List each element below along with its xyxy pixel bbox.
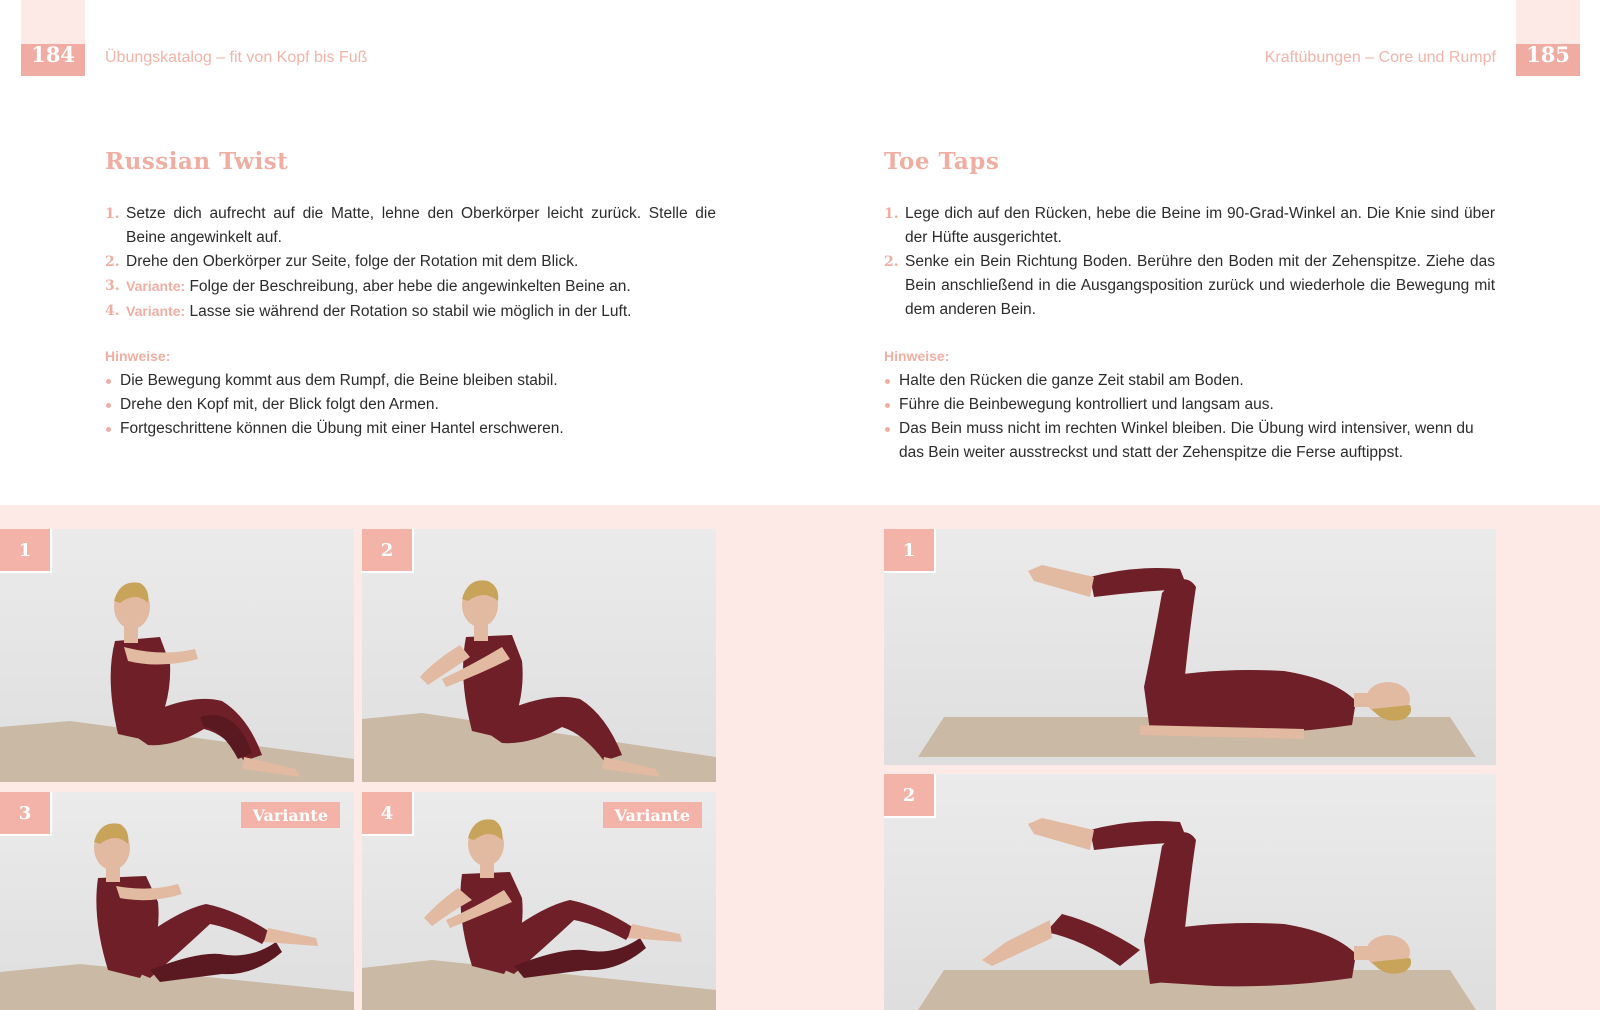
toe-taps-notes-label: Hinweise: [884,348,950,364]
russian-twist-photo-2 [362,529,716,782]
left-running-title: Übungskatalog – fit von Kopf bis Fuß [105,49,368,66]
step-item: 3. Variante: Folge der Beschreibung, aber hebe die angewinkelten Beine an. [105,278,631,295]
toe-taps-title: Toe Taps [884,148,1000,175]
step-badge: 1 [0,529,52,573]
right-running-title: Kraftübungen – Core und Rumpf [1264,49,1496,66]
note-item: Halte den Rücken die ganze Zeit stabil am Boden. [884,369,1495,393]
note-item: Drehe den Kopf mit, der Blick folgt den Armen. [105,393,716,417]
variant-label: Variante: [126,303,186,319]
toe-taps-steps [884,202,1495,322]
toe-taps-notes [884,369,1495,465]
step-badge: 2 [884,774,936,818]
variant-label: Variante: [126,278,186,294]
toe-taps-photo-1 [884,529,1496,765]
russian-twist-notes-label: Hinweise: [105,348,171,364]
russian-twist-notes [105,369,716,441]
note-item: Fortgeschrittene können die Übung mit einer Hantel erschweren. [105,417,716,441]
step-item: 2. Drehe den Oberkörper zur Seite, folge der Rotation mit dem Blick. [105,253,579,270]
toe-taps-photo-2 [884,774,1496,1010]
right-page-number: 185 [1526,42,1570,67]
variant-tag: Variante [241,802,340,828]
russian-twist-photo-4 [362,792,716,1010]
right-page-number-tab [1516,0,1580,76]
step-item: 4. Variante: Lasse sie während der Rotation so stabil wie möglich in der Luft. [105,303,632,320]
step-badge: 4 [362,792,414,836]
note-item: Führe die Beinbewegung kontrolliert und langsam aus. [884,393,1495,417]
step-badge: 1 [884,529,936,573]
russian-twist-steps [105,202,716,324]
variant-tag: Variante [603,802,702,828]
step-item: 2. Senke ein Bein Richtung Boden. Berühre den Boden mit der Zehenspitze. Ziehe das Bein anschließend in die Ausgangsposition zurück und wiederhole die Bewegung mit dem anderen Bein. [884,253,1495,318]
russian-twist-photo-3 [0,792,354,1010]
left-page-number: 184 [31,42,75,67]
left-page-number-tab [21,0,85,76]
note-item: Die Bewegung kommt aus dem Rumpf, die Beine bleiben stabil. [105,369,716,393]
step-item: 1. Setze dich aufrecht auf die Matte, lehne den Oberkörper leicht zurück. Stelle die Beine angewinkelt auf. [105,205,716,246]
russian-twist-photo-1 [0,529,354,782]
step-badge: 3 [0,792,52,836]
step-item: 1. Lege dich auf den Rücken, hebe die Beine im 90-Grad-Winkel an. Die Knie sind über der Hüfte ausgerichtet. [884,205,1495,246]
note-item: Das Bein muss nicht im rechten Winkel bleiben. Die Übung wird intensiver, wenn du das Bein weiter ausstreckst und statt der Zehenspitze die Ferse auftippst. [884,417,1495,465]
step-badge: 2 [362,529,414,573]
russian-twist-title: Russian Twist [105,148,289,175]
